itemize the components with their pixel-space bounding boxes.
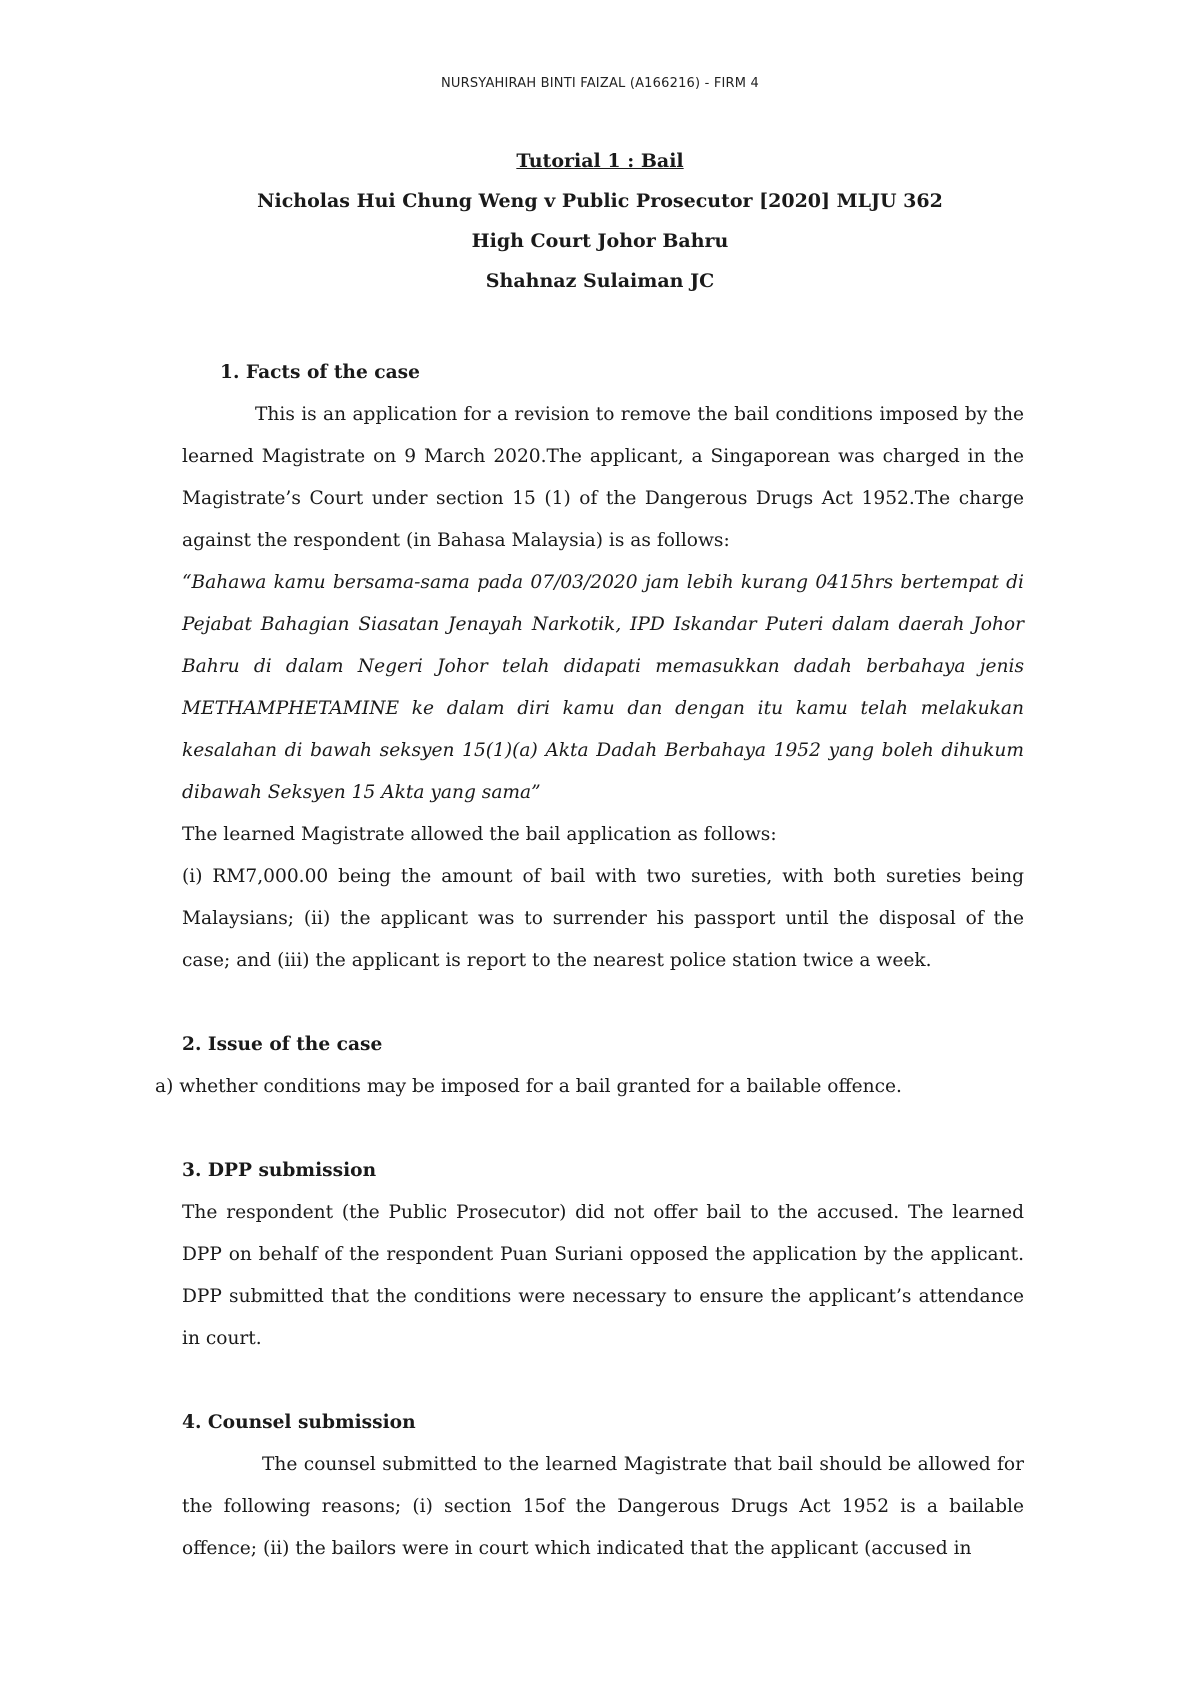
- spacer: [182, 1108, 1024, 1150]
- tutorial-title: Tutorial 1 : Bail: [516, 150, 684, 172]
- section-heading-facts: 1. Facts of the case: [220, 362, 420, 383]
- spacer: [182, 1360, 1024, 1402]
- bail-conditions-paragraph: (i) RM7,000.00 being the amount of bail with two sureties, with both sureties being Malaysians; (ii) the applicant was to surrender his passport until the disposal of the case; and (iii) the applicant is report to the nearest police station twice a week.: [182, 866, 1024, 971]
- case-name: Nicholas Hui Chung Weng v Public Prosecutor [2020] MLJU 362: [257, 190, 943, 212]
- counsel-paragraph: The counsel submitted to the learned Magistrate that bail should be allowed for the following reasons; (i) section 15of the Dangerous Drugs Act 1952 is a bailable offence; (ii) the bailors were in court which indicated that the applicant (accused in: [182, 1454, 1024, 1559]
- facts-paragraph: This is an application for a revision to remove the bail conditions imposed by the learned Magistrate on 9 March 2020.The applicant, a Singaporean was charged in the Magistrate’s Court under section 15 (1) of the Dangerous Drugs Act 1952.The charge against the respondent (in Bahasa Malaysia) is as follows:: [182, 404, 1024, 551]
- dpp-paragraph: The respondent (the Public Prosecutor) did not offer bail to the accused. The learned DPP on behalf of the respondent Puan Suriani opposed the application by the applicant. DPP submitted that the conditions were necessary to ensure the applicant’s attendance in court.: [182, 1202, 1024, 1349]
- section-heading-counsel: 4. Counsel submission: [182, 1412, 416, 1433]
- running-header: NURSYAHIRAH BINTI FAIZAL (A166216) - FIRM 4: [440, 76, 760, 91]
- section-heading-dpp: 3. DPP submission: [182, 1160, 377, 1181]
- judge-name: Shahnaz Sulaiman JC: [485, 270, 715, 292]
- charge-quote: “Bahawa kamu bersama-sama pada 07/03/2020 jam lebih kurang 0415hrs bertempat di Pejabat Bahagian Siasatan Jenayah Narkotik, IPD Iskandar Puteri dalam daerah Johor Bahru di dalam Negeri Johor telah didapati memasukkan dadah berbahaya jenis METHAMPHETAMINE ke dalam diri kamu dan dengan itu kamu telah melakukan kesalahan di bawah seksyen 15(1)(a) Akta Dadah Berbahaya 1952 yang boleh dihukum dibawah Seksyen 15 Akta yang sama”: [182, 572, 1024, 803]
- issue-item-a: a) whether conditions may be imposed for a bail granted for a bailable offence.: [155, 1076, 902, 1097]
- court-name: High Court Johor Bahru: [471, 230, 729, 252]
- section-heading-issue: 2. Issue of the case: [182, 1034, 383, 1055]
- document-body: [155, 352, 1024, 1570]
- spacer: [182, 982, 1024, 1024]
- magistrate-bail-intro: The learned Magistrate allowed the bail application as follows:: [182, 824, 777, 845]
- title-block: [0, 146, 1200, 306]
